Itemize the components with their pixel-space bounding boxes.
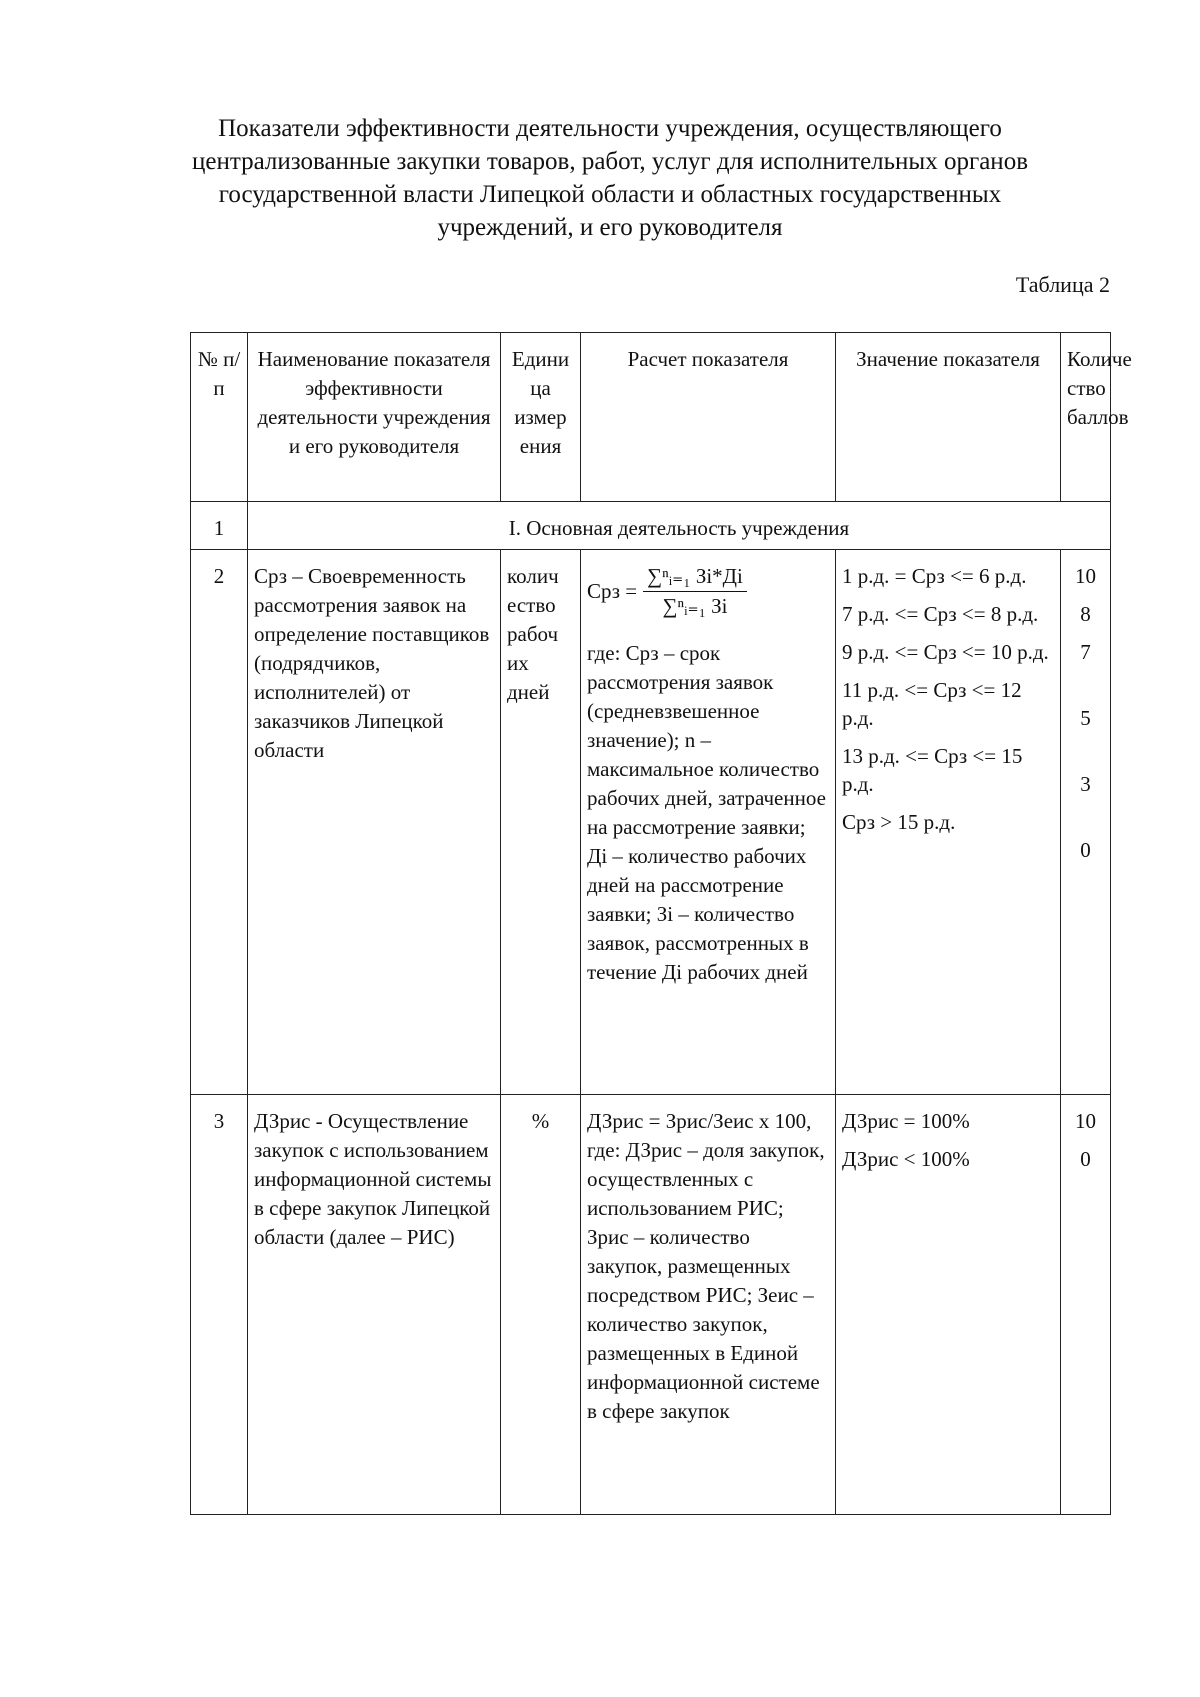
- row3-values: [836, 1095, 1061, 1515]
- section-row: [191, 502, 1111, 550]
- indicators-table: [190, 332, 1132, 1515]
- formula-label: Срз =: [587, 579, 638, 603]
- table-number-label: Таблица 2: [1015, 272, 1110, 297]
- row3-unit: %: [501, 1095, 581, 1515]
- row2-points: [1061, 550, 1111, 1095]
- formula-denominator: ∑ⁿᵢ₌₁ Зi: [662, 594, 728, 618]
- document-title: Показатели эффективности деятельности учреждения, осуществляющего централизованные закупки товаров, работ, услуг для исполнительных органов государственной власти Липецкой области и областных государственных учреждений, и его руководителя: [191, 115, 1028, 241]
- header-calc: Расчет показателя: [581, 333, 836, 502]
- row3-value: ДЗрис = 100%: [842, 1109, 970, 1133]
- section-title: I. Основная деятельность учреждения: [248, 502, 1111, 550]
- row2-calc-text: где: Срз – срок рассмотрения заявок (средневзвешенное значение); n – максимальное количество рабочих дней, затраченное на рассмотрение заявки; Дi – количество рабочих дней на рассмотрение заявки; Зi – количество заявок, рассмотренных в течение Дi рабочих дней: [587, 641, 826, 984]
- header-points: Количе ство баллов: [1061, 333, 1111, 502]
- row2-point: 10: [1075, 564, 1096, 588]
- row3-point: 10: [1075, 1109, 1096, 1133]
- row2-num: 2: [191, 550, 248, 1095]
- row2-point: 7: [1080, 640, 1091, 664]
- row3-calc: ДЗрис = Зрис/Зеис х 100, где: ДЗрис – доля закупок, осуществленных с использованием РИС; Зрис – количество закупок, размещенных посредством РИС; Зеис – количество закупок, размещенных в Единой информационной системе в сфере закупок: [581, 1095, 836, 1515]
- row2-point: 3: [1080, 772, 1091, 796]
- row2-point: 5: [1080, 706, 1091, 730]
- row3-num: 3: [191, 1095, 248, 1515]
- row3-name: ДЗрис - Осуществление закупок с использованием информационной системы в сфере закупок Липецкой области (далее – РИС): [248, 1095, 501, 1515]
- table-header-row: [191, 333, 1111, 502]
- row2-point: 0: [1080, 838, 1091, 862]
- formula-numerator: ∑ⁿᵢ₌₁ Зi*Дi: [643, 562, 747, 592]
- row2-value: 9 р.д. <= Срз <= 10 р.д.: [842, 640, 1049, 664]
- row2-value: 7 р.д. <= Срз <= 8 р.д.: [842, 602, 1039, 626]
- row2-point: 8: [1080, 602, 1091, 626]
- row2-formula: [587, 562, 747, 621]
- row2-value: 1 р.д. = Срз <= 6 р.д.: [842, 564, 1027, 588]
- row3-value: ДЗрис < 100%: [842, 1147, 970, 1171]
- row3-points: [1061, 1095, 1111, 1515]
- row2-values: [836, 550, 1061, 1095]
- row2-name: Срз – Своевременность рассмотрения заявок на определение поставщиков (подрядчиков, исполнителей) от заказчиков Липецкой области: [248, 550, 501, 1095]
- header-value: Значение показателя: [836, 333, 1061, 502]
- table-row: [191, 1095, 1111, 1515]
- section-num: 1: [191, 502, 248, 550]
- header-name: Наименование показателя эффективности деятельности учреждения и его руководителя: [248, 333, 501, 502]
- row2-value: 11 р.д. <= Срз <= 12 р.д.: [842, 678, 1022, 730]
- row2-unit: колич ество рабоч их дней: [501, 550, 581, 1095]
- table-row: [191, 550, 1111, 1095]
- row2-calc: [581, 550, 836, 1095]
- header-num: № п/п: [191, 333, 248, 502]
- row2-value: Срз > 15 р.д.: [842, 810, 956, 834]
- row2-value: 13 р.д. <= Срз <= 15 р.д.: [842, 744, 1023, 796]
- header-unit: Едини ца измер ения: [501, 333, 581, 502]
- row3-point: 0: [1080, 1147, 1091, 1171]
